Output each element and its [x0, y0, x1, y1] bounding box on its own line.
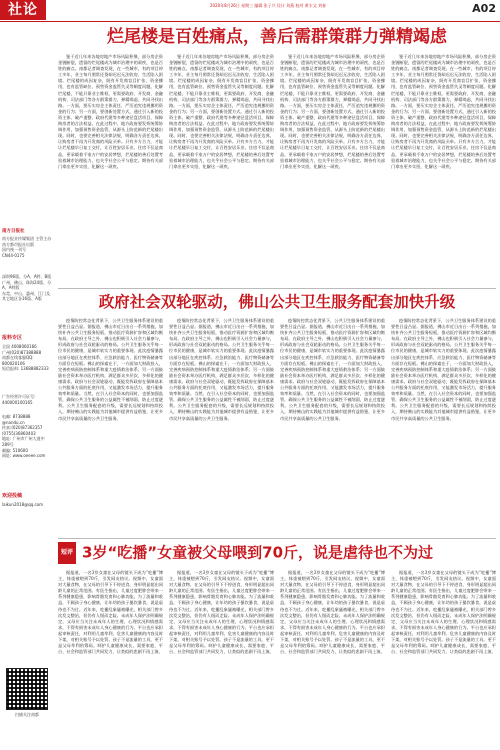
- paper-name: 南方日报社: [2, 229, 25, 234]
- price-line: 东莞、中山、惠州、江门及其它地区各16版、A版: [2, 290, 50, 302]
- contact-line: (0755)36860403: [2, 430, 36, 436]
- article-headline-row: [58, 542, 496, 564]
- article-column: [169, 318, 274, 530]
- contact-line: @nandu.cn: [2, 419, 25, 425]
- article-column: [280, 570, 385, 746]
- article-column: [280, 318, 385, 530]
- reader-info: [2, 344, 52, 372]
- article-paragraph: 疫情防控常态化背景下，公共卫生服务体系建设的重要性日益凸显。据报道，佛山市近日出台一系列措施，加快补齐公共卫生服务短板，推动医疗资源扩容和区域均衡布局。在政府主导之外，佛山也积极引入社会力量参与，形成政府与社会双轮驱动的格局。公共卫生服务关乎每一位市民的健康，是城市软实力的重要体现。此次疫情暴露出部分地区在疾控体系、应急救治能力、医疗物资储备等方面存在短板。佛山的探索在于，一方面加大财政投入，完善疾病预防控制体系和重大疫情救治体系；另一方面鼓励社会资本举办医疗机构，满足群众多层次、多样化的健康需求。政府与社会双轮驱动，既能发挥政府在保障基本公共服务方面的托底作用，又能激发市场活力，提升服务效率和质量。当然，在引入社会资本的同时，也要加强监管，确保公共卫生服务的公益属性不被削弱，防止过度逐利。公共卫生服务配套的升级，需要长远规划和持续投入，期待佛山的实践能为其他城市提供有益借鉴，让更多市民共享高质量的公共卫生服务。: [280, 318, 385, 421]
- article-column: [58, 318, 163, 530]
- editorial-article-1: [58, 26, 496, 284]
- article-paragraph: 据报道，一名3岁女童在父母的镜头下成为“吃播”博主，体重被喂到70斤，引发网友热议。视频中，女童面对大量食物，在父母的引导下不停进食，身形明显超出同龄儿童的正常范围。有医生指出，儿童过度肥胖会带来一系列健康隐患，影响骨骼发育和心肺功能。为了流量和收益，不顾孩子身心健康，让年幼的孩子暴饮暴食，说是虐待也不为过。近年来，吃播乱象屡被曝光，相关部门曾多次发文整治，但仍有人铤而走险。未成年人保护法明确规定，父母应当关注未成年人的生理、心理状况和情感需求，不得有损害未成年人身心健康的行为。平台也应承担起审核责任，对利用儿童牟利、危害儿童健康的内容及时下架，对相关账号予以处罚。孩子不是流量的工具，更不是父母牟利的筹码。呵护儿童健康成长，需要家庭、平台、社会和监管部门共同发力，让类似的悲剧不再上演。: [169, 570, 274, 655]
- article-column: [169, 54, 274, 282]
- article-paragraph: 疫情防控常态化背景下，公共卫生服务体系建设的重要性日益凸显。据报道，佛山市近日出台一系列措施，加快补齐公共卫生服务短板，推动医疗资源扩容和区域均衡布局。在政府主导之外，佛山也积极引入社会力量参与，形成政府与社会双轮驱动的格局。公共卫生服务关乎每一位市民的健康，是城市软实力的重要体现。此次疫情暴露出部分地区在疾控体系、应急救治能力、医疗物资储备等方面存在短板。佛山的探索在于，一方面加大财政投入，完善疾病预防控制体系和重大疫情救治体系；另一方面鼓励社会资本举办医疗机构，满足群众多层次、多样化的健康需求。政府与社会双轮驱动，既能发挥政府在保障基本公共服务方面的托底作用，又能激发市场活力，提升服务效率和质量。当然，在引入社会资本的同时，也要加强监管，确保公共卫生服务的公益属性不被削弱，防止过度逐利。公共卫生服务配套的升级，需要长远规划和持续投入，期待佛山的实践能为其他城市提供有益借鉴，让更多市民共享高质量的公共卫生服务。: [169, 318, 274, 421]
- article-column: [391, 570, 496, 746]
- section-divider: [58, 288, 496, 289]
- article-column: [391, 318, 496, 530]
- article-paragraph: 鉴于近几年来各地房地产市场风险积聚，部分房企资金链断裂，遗留的烂尾楼成为城市治理中的顽疾，也是百姓的痛点。南都记者调查发现，在一些城市，有的项目停工多年，业主每月照常还贷却迟迟无法收房，生活陷入困境。烂尾楼的成因复杂，既有开发商盲目扩张、资金挪用，也有监管缺位、预售资金监管失灵等制度问题。化解烂尾楼，不能只靠业主维权，更需要政府、开发商、金融机构、司法部门等各方群策群力，弹精竭虑，共同寻找出路。一方面，要压实房企主体责任，严厉追究违规挪用资金的行为；另一方面，要创新处置方式，通过引入新的投资主体、破产重整、政府代建等多种途径盘活项目，保障购房者的合法权益。在此过程中，地方政府要发挥统筹协调作用，加强预售资金监管，从源头上防范新的烂尾楼出现。同时，也要完善相关法律法规，明确各方责任边界，让购房者不再为开发商的风险买单。只有多方合力，才能让烂尾楼早日复工交付，让百姓安居乐业。住房不仅是商品，更承载着千家万户的安居梦想，烂尾楼的善后处置考验着城市治理能力，也关乎社会公平与稳定。期待有关部门拿出更多实招，化解这一顽疾。: [169, 54, 274, 169]
- contact-line: 网址: www.oeeee.com: [2, 453, 46, 459]
- contact-line: 地址: 广州市广州大道中289号: [2, 436, 45, 447]
- article-headline: 3岁“吃播”女童被父母喂到70斤，说是虐待也不为过: [82, 543, 434, 562]
- short-commentary: [58, 542, 496, 746]
- article-column: [391, 54, 496, 282]
- article-headline: 政府社会双轮驱动，佛山公共卫生服务配套加快升级: [98, 293, 456, 311]
- article-paragraph: 鉴于近几年来各地房地产市场风险积聚，部分房企资金链断裂，遗留的烂尾楼成为城市治理中的顽疾，也是百姓的痛点。南都记者调查发现，在一些城市，有的项目停工多年，业主每月照常还贷却迟迟无法收房，生活陷入困境。烂尾楼的成因复杂，既有开发商盲目扩张、资金挪用，也有监管缺位、预售资金监管失灵等制度问题。化解烂尾楼，不能只靠业主维权，更需要政府、开发商、金融机构、司法部门等各方群策群力，弹精竭虑，共同寻找出路。一方面，要压实房企主体责任，严厉追究违规挪用资金的行为；另一方面，要创新处置方式，通过引入新的投资主体、破产重整、政府代建等多种途径盘活项目，保障购房者的合法权益。在此过程中，地方政府要发挥统筹协调作用，加强预售资金监管，从源头上防范新的烂尾楼出现。同时，也要完善相关法律法规，明确各方责任边界，让购房者不再为开发商的风险买单。只有多方合力，才能让烂尾楼早日复工交付，让百姓安居乐业。住房不仅是商品，更承载着千家万户的安居梦想，烂尾楼的善后处置考验着城市治理能力，也关乎社会公平与稳定。期待有关部门拿出更多实招，化解这一顽疾。: [391, 54, 496, 169]
- short-commentary-label: 短评: [58, 542, 76, 564]
- article-paragraph: 据报道，一名3岁女童在父母的镜头下成为“吃播”博主，体重被喂到70斤，引发网友热议。视频中，女童面对大量食物，在父母的引导下不停进食，身形明显超出同龄儿童的正常范围。有医生指出，儿童过度肥胖会带来一系列健康隐患，影响骨骼发育和心肺功能。为了流量和收益，不顾孩子身心健康，让年幼的孩子暴饮暴食，说是虐待也不为过。近年来，吃播乱象屡被曝光，相关部门曾多次发文整治，但仍有人铤而走险。未成年人保护法明确规定，父母应当关注未成年人的生理、心理状况和情感需求，不得有损害未成年人身心健康的行为。平台也应承担起审核责任，对利用儿童牟利、危害儿童健康的内容及时下架，对相关账号予以处罚。孩子不是流量的工具，更不是父母牟利的筹码。呵护儿童健康成长，需要家庭、平台、社会和监管部门共同发力，让类似的悲剧不再上演。: [58, 570, 163, 655]
- article-paragraph: 鉴于近几年来各地房地产市场风险积聚，部分房企资金链断裂，遗留的烂尾楼成为城市治理中的顽疾，也是百姓的痛点。南都记者调查发现，在一些城市，有的项目停工多年，业主每月照常还贷却迟迟无法收房，生活陷入困境。烂尾楼的成因复杂，既有开发商盲目扩张、资金挪用，也有监管缺位、预售资金监管失灵等制度问题。化解烂尾楼，不能只靠业主维权，更需要政府、开发商、金融机构、司法部门等各方群策群力，弹精竭虑，共同寻找出路。一方面，要压实房企主体责任，严厉追究违规挪用资金的行为；另一方面，要创新处置方式，通过引入新的投资主体、破产重整、政府代建等多种途径盘活项目，保障购房者的合法权益。在此过程中，地方政府要发挥统筹协调作用，加强预售资金监管，从源头上防范新的烂尾楼出现。同时，也要完善相关法律法规，明确各方责任边界，让购房者不再为开发商的风险买单。只有多方合力，才能让烂尾楼早日复工交付，让百姓安居乐业。住房不仅是商品，更承载着千家万户的安居梦想，烂尾楼的善后处置考验着城市治理能力，也关乎社会公平与稳定。期待有关部门拿出更多实招，化解这一顽疾。: [280, 54, 385, 169]
- page-header: [0, 0, 500, 20]
- price-line: 深圳96版、分A、A特、B版: [2, 274, 52, 279]
- price-line: 广州、佛山、珠海24版、分A、A特版: [2, 279, 52, 291]
- org-info: [2, 236, 52, 258]
- section-divider: [58, 538, 496, 539]
- contact-line: 邮编: 510600: [2, 447, 28, 453]
- reader-line: 全国 4008060166: [2, 344, 37, 349]
- header-rule: [0, 21, 500, 22]
- subscribe-email[interactable]: laikun2018@qq.com: [2, 502, 44, 507]
- reader-section-title: 报料专区: [2, 335, 23, 341]
- article-body: [58, 570, 496, 746]
- article-paragraph: 疫情防控常态化背景下，公共卫生服务体系建设的重要性日益凸显。据报道，佛山市近日出台一系列措施，加快补齐公共卫生服务短板，推动医疗资源扩容和区域均衡布局。在政府主导之外，佛山也积极引入社会力量参与，形成政府与社会双轮驱动的格局。公共卫生服务关乎每一位市民的健康，是城市软实力的重要体现。此次疫情暴露出部分地区在疾控体系、应急救治能力、医疗物资储备等方面存在短板。佛山的探索在于，一方面加大财政投入，完善疾病预防控制体系和重大疫情救治体系；另一方面鼓励社会资本举办医疗机构，满足群众多层次、多样化的健康需求。政府与社会双轮驱动，既能发挥政府在保障基本公共服务方面的托底作用，又能激发市场活力，提升服务效率和质量。当然，在引入社会资本的同时，也要加强监管，确保公共卫生服务的公益属性不被削弱，防止过度逐利。公共卫生服务配套的升级，需要长远规划和持续投入，期待佛山的实践能为其他城市提供有益借鉴，让更多市民共享高质量的公共卫生服务。: [391, 318, 496, 421]
- article-headline: 烂尾楼是百姓痛点，善后需群策群力弹精竭虑: [107, 27, 447, 47]
- contact-line: 电邮: 8738888: [2, 414, 31, 419]
- license-value: 440000100165: [2, 399, 33, 405]
- license-info: [2, 394, 52, 405]
- article-body: [58, 318, 496, 530]
- issue-meta: 2020年8月26日 星期三 编辑 张子兴 设计 刘燕 校对 黄丰文 刘春: [210, 3, 326, 8]
- article-paragraph: 疫情防控常态化背景下，公共卫生服务体系建设的重要性日益凸显。据报道，佛山市近日出台一系列措施，加快补齐公共卫生服务短板，推动医疗资源扩容和区域均衡布局。在政府主导之外，佛山也积极引入社会力量参与，形成政府与社会双轮驱动的格局。公共卫生服务关乎每一位市民的健康，是城市软实力的重要体现。此次疫情暴露出部分地区在疾控体系、应急救治能力、医疗物资储备等方面存在短板。佛山的探索在于，一方面加大财政投入，完善疾病预防控制体系和重大疫情救治体系；另一方面鼓励社会资本举办医疗机构，满足群众多层次、多样化的健康需求。政府与社会双轮驱动，既能发挥政府在保障基本公共服务方面的托底作用，又能激发市场活力，提升服务效率和质量。当然，在引入社会资本的同时，也要加强监管，确保公共卫生服务的公益属性不被削弱，防止过度逐利。公共卫生服务配套的升级，需要长远规划和持续投入，期待佛山的实践能为其他城市提供有益借鉴，让更多市民共享高质量的公共卫生服务。: [58, 318, 163, 421]
- article-paragraph: 鉴于近几年来各地房地产市场风险积聚，部分房企资金链断裂，遗留的烂尾楼成为城市治理中的顽疾，也是百姓的痛点。南都记者调查发现，在一些城市，有的项目停工多年，业主每月照常还贷却迟迟无法收房，生活陷入困境。烂尾楼的成因复杂，既有开发商盲目扩张、资金挪用，也有监管缺位、预售资金监管失灵等制度问题。化解烂尾楼，不能只靠业主维权，更需要政府、开发商、金融机构、司法部门等各方群策群力，弹精竭虑，共同寻找出路。一方面，要压实房企主体责任，严厉追究违规挪用资金的行为；另一方面，要创新处置方式，通过引入新的投资主体、破产重整、政府代建等多种途径盘活项目，保障购房者的合法权益。在此过程中，地方政府要发挥统筹协调作用，加强预售资金监管，从源头上防范新的烂尾楼出现。同时，也要完善相关法律法规，明确各方责任边界，让购房者不再为开发商的风险买单。只有多方合力，才能让烂尾楼早日复工交付，让百姓安居乐业。住房不仅是商品，更承载着千家万户的安居梦想，烂尾楼的善后处置考验着城市治理能力，也关乎社会公平与稳定。期待有关部门拿出更多实招，化解这一顽疾。: [58, 54, 163, 169]
- qr-caption: 扫描关注南都: [15, 712, 39, 717]
- article-body: [58, 54, 496, 282]
- article-paragraph: 据报道，一名3岁女童在父母的镜头下成为“吃播”博主，体重被喂到70斤，引发网友热议。视频中，女童面对大量食物，在父母的引导下不停进食，身形明显超出同龄儿童的正常范围。有医生指出，儿童过度肥胖会带来一系列健康隐患，影响骨骼发育和心肺功能。为了流量和收益，不顾孩子身心健康，让年幼的孩子暴饮暴食，说是虐待也不为过。近年来，吃播乱象屡被曝光，相关部门曾多次发文整治，但仍有人铤而走险。未成年人保护法明确规定，父母应当关注未成年人的生理、心理状况和情感需求，不得有损害未成年人身心健康的行为。平台也应承担起审核责任，对利用儿童牟利、危害儿童健康的内容及时下架，对相关账号予以处罚。孩子不是流量的工具，更不是父母牟利的筹码。呵护儿童健康成长，需要家庭、平台、社会和监管部门共同发力，让类似的悲剧不再上演。: [391, 570, 496, 655]
- page-number: A02: [472, 2, 496, 15]
- org-line: 南方报业传媒集团 主管主办: [2, 236, 52, 241]
- contact-line: 传真:(020)87362357: [2, 425, 43, 431]
- org-line: 国内统一刊号: [2, 247, 26, 253]
- org-line: CN44-0175: [2, 252, 25, 258]
- org-line: 南方都市报社出版: [2, 241, 34, 247]
- section-badge: 社论: [0, 0, 46, 20]
- editorial-article-2: [58, 292, 496, 534]
- article-column: [280, 54, 385, 282]
- qr-code-icon[interactable]: [6, 668, 48, 710]
- reader-line: 广州(020)87388888: [2, 349, 42, 355]
- reader-line: 短信报料: 13688882333: [2, 366, 49, 372]
- article-column: [58, 54, 163, 282]
- article-column: [169, 570, 274, 746]
- article-column: [58, 570, 163, 746]
- contact-info: [2, 414, 52, 459]
- reader-line: 南都在线客服QQ: 800020106: [2, 355, 34, 366]
- article-paragraph: 据报道，一名3岁女童在父母的镜头下成为“吃播”博主，体重被喂到70斤，引发网友热议。视频中，女童面对大量食物，在父母的引导下不停进食，身形明显超出同龄儿童的正常范围。有医生指出，儿童过度肥胖会带来一系列健康隐患，影响骨骼发育和心肺功能。为了流量和收益，不顾孩子身心健康，让年幼的孩子暴饮暴食，说是虐待也不为过。近年来，吃播乱象屡被曝光，相关部门曾多次发文整治，但仍有人铤而走险。未成年人保护法明确规定，父母应当关注未成年人的生理、心理状况和情感需求，不得有损害未成年人身心健康的行为。平台也应承担起审核责任，对利用儿童牟利、危害儿童健康的内容及时下架，对相关账号予以处罚。孩子不是流量的工具，更不是父母牟利的筹码。呵护儿童健康成长，需要家庭、平台、社会和监管部门共同发力，让类似的悲剧不再上演。: [280, 570, 385, 655]
- price-info: [2, 274, 52, 302]
- license-title: 广告经营许可证号:: [2, 394, 36, 399]
- subscribe-section-title: 欢迎投稿: [2, 493, 23, 499]
- masthead-sidebar: [0, 22, 56, 750]
